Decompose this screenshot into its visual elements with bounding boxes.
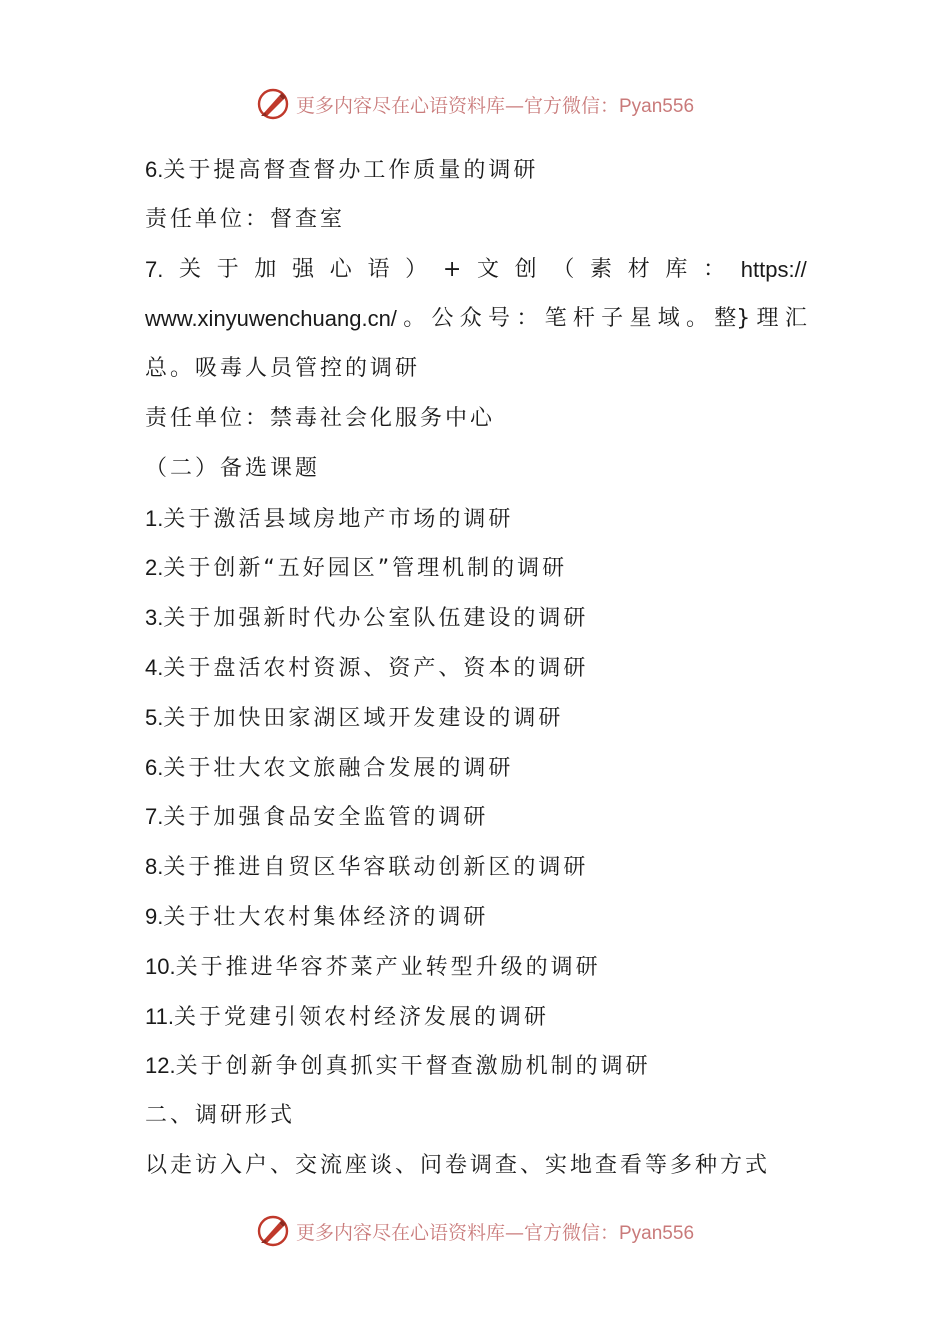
alt-topic-item: 9.关于壮大农村集体经济的调研 (145, 903, 489, 930)
alt-topic-item: 11.关于党建引领农村经济发展的调研 (145, 1003, 549, 1030)
alt-topic-item: 1.关于激活县域房地产市场的调研 (145, 505, 514, 532)
alt-topic-item: 5.关于加快田家湖区域开发建设的调研 (145, 704, 564, 731)
banner-text: 更多内容尽在心语资料库—官方微信：Pyan556 (295, 94, 695, 117)
responsible-unit-line: 责任单位：禁毒社会化服务中心 (145, 405, 496, 431)
pen-logo-icon (256, 1214, 290, 1248)
alt-topic-item: 6.关于壮大农文旅融合发展的调研 (145, 754, 514, 781)
alt-topic-item: 8.关于推进自贸区华容联动创新区的调研 (145, 854, 589, 881)
alt-topic-item: 10.关于推进华容芥菜产业转型升级的调研 (145, 953, 601, 980)
banner-text: 更多内容尽在心语资料库—官方微信：Pyan556 (295, 1221, 695, 1244)
alt-topic-item: 2.关于创新“五好园区”管理机制的调研 (145, 555, 568, 582)
responsible-unit-line: 责任单位：督查室 (145, 206, 346, 232)
topic-line-justified: 7. 关 于 加 强 心 语 ） + 文 创 （ 素 材 库 ： https:// (145, 256, 807, 282)
topic-line: 6.关于提高督查督办工作质量的调研 (145, 157, 539, 183)
section-heading: （二）备选课题 (145, 455, 321, 481)
alt-topic-item: 12.关于创新争创真抓实干督查激励机制的调研 (145, 1053, 651, 1080)
footer-banner (0, 1209, 950, 1253)
alt-topic-item: 4.关于盘活农村资源、资产、资本的调研 (145, 654, 589, 681)
topic-line-end: 总。吸毒人员管控的调研 (145, 356, 421, 382)
topic-line-continued: www.xinyuwenchuang.cn/ 。 公 众 号 ： 笔 杆 子 星 域 。 整} 理 汇 (145, 306, 807, 332)
header-banner (0, 82, 950, 126)
pen-logo-icon (256, 87, 290, 121)
alt-topic-item: 7.关于加强食品安全监管的调研 (145, 804, 489, 831)
paragraph-line: 以走访入户、交流座谈、问卷调查、实地查看等多种方式 (145, 1152, 771, 1178)
alt-topic-item: 3.关于加强新时代办公室队伍建设的调研 (145, 605, 589, 632)
section-heading: 二、调研形式 (145, 1103, 296, 1129)
document-body (145, 145, 807, 1191)
